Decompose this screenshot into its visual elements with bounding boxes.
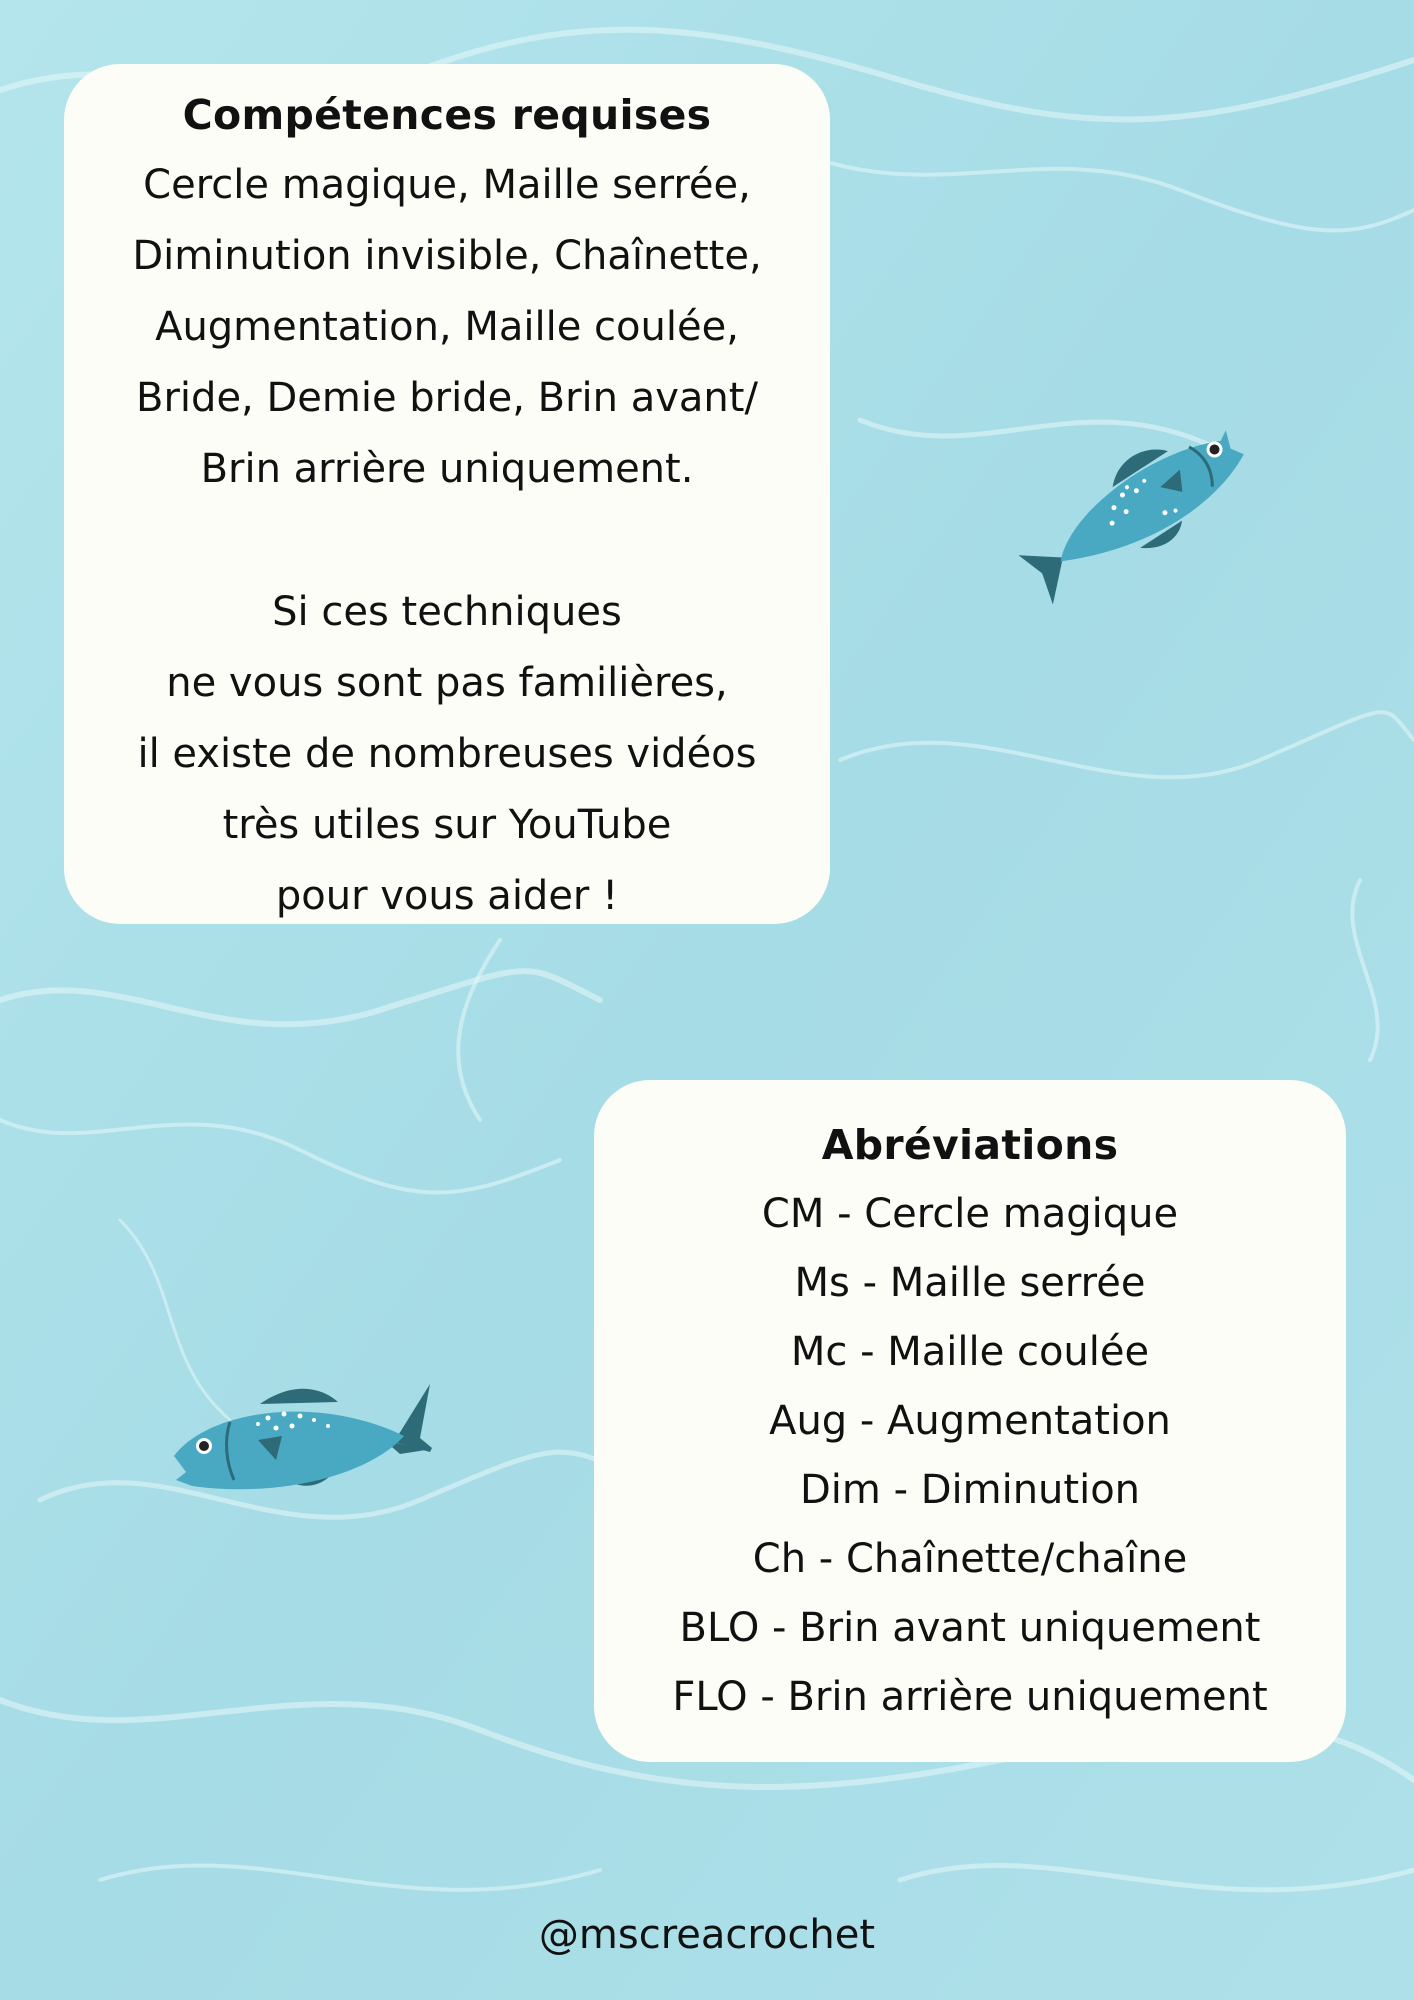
abbreviation-item: Aug - Augmentation [769,1398,1171,1444]
skills-line: Augmentation, Maille coulée, [155,304,739,350]
abbreviation-item: FLO - Brin arrière uniquement [672,1674,1268,1720]
fish-icon [1010,418,1270,604]
abbreviation-item: BLO - Brin avant uniquement [679,1605,1261,1651]
skills-line: Diminution invisible, Chaînette, [132,233,762,279]
author-handle: @mscreacrochet [538,1912,876,1958]
skills-line: Bride, Demie bride, Brin avant/ [136,375,758,421]
skills-note-line: Si ces techniques [272,589,622,635]
skills-note-line: ne vous sont pas familières, [166,660,728,706]
fish-icon [168,1380,434,1500]
skills-line: Cercle magique, Maille serrée, [143,162,751,208]
abbreviations-title: Abréviations [821,1121,1119,1169]
abbreviation-item: CM - Cercle magique [761,1191,1179,1237]
skills-spacer [64,505,830,577]
abbreviation-item: Mc - Maille coulée [790,1329,1150,1375]
abbreviations-card [594,1080,1346,1762]
skills-note-line: très utiles sur YouTube [222,802,672,848]
abbreviation-item: Dim - Diminution [799,1467,1141,1513]
skills-note-line: il existe de nombreuses vidéos [137,731,757,777]
abbreviation-item: Ms - Maille serrée [794,1260,1146,1306]
skills-line: Brin arrière uniquement. [200,446,694,492]
abbreviation-item: Ch - Chaînette/chaîne [752,1536,1188,1582]
skills-note-line: pour vous aider ! [275,873,619,919]
required-skills-title: Compétences requises [182,91,712,139]
required-skills-card [64,64,830,924]
